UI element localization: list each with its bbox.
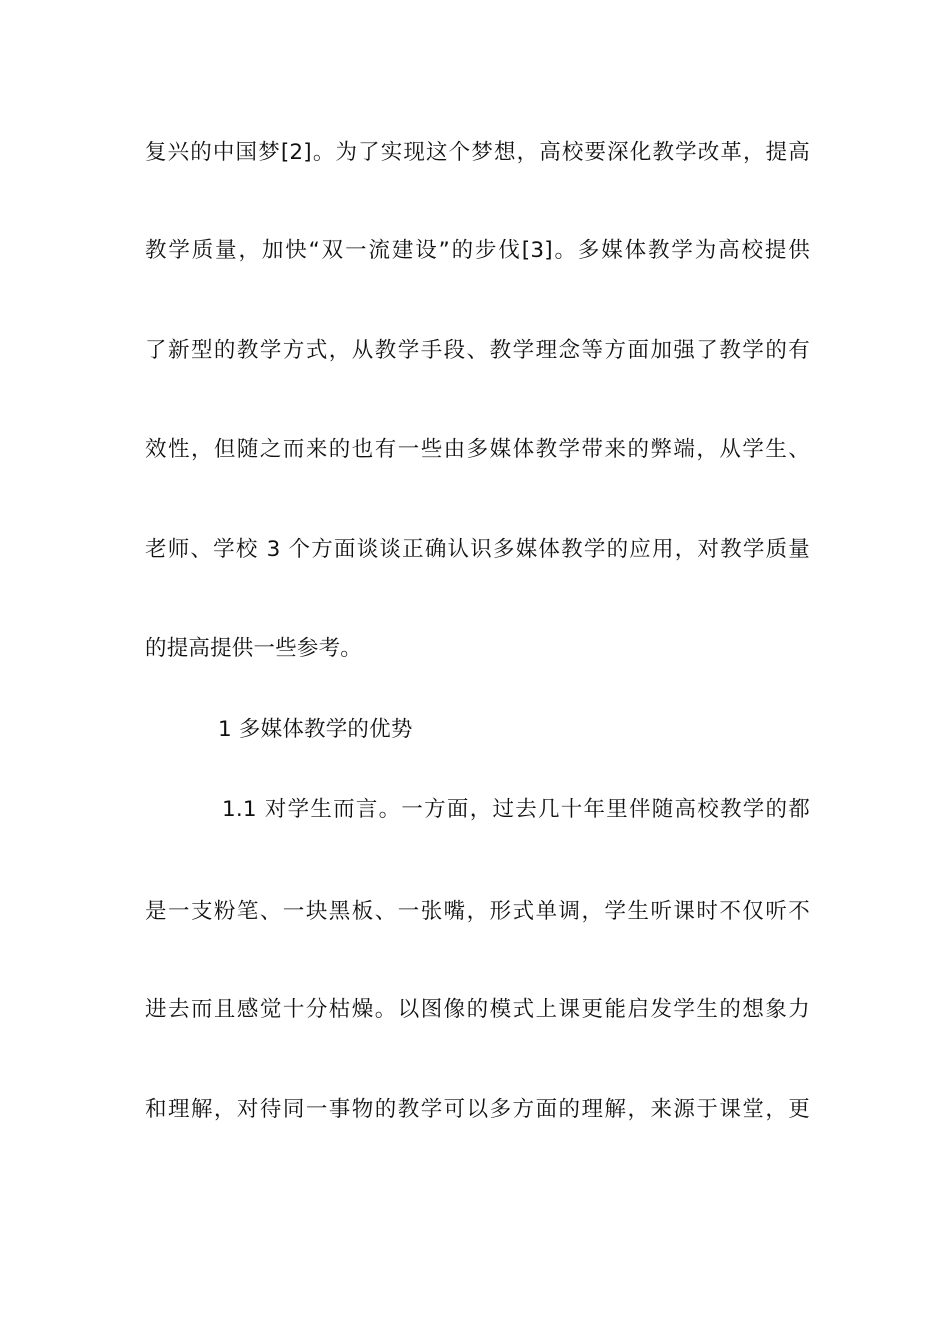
subsection-line-3: 进去而且感觉十分枯燥。以图像的模式上课更能启发学生的想象力 <box>145 997 810 1022</box>
subsection-line-1: 1.1 对学生而言。一方面，过去几十年里伴随高校教学的都 <box>222 797 810 822</box>
paragraph-line-1: 复兴的中国梦[2]。为了实现这个梦想，高校要深化教学改革，提高 <box>145 140 810 165</box>
subsection-line-2: 是一支粉笔、一块黑板、一张嘴，形式单调，学生听课时不仅听不 <box>145 899 810 924</box>
subsection-line-4: 和理解，对待同一事物的教学可以多方面的理解，来源于课堂，更 <box>145 1097 810 1122</box>
paragraph-line-4: 效性，但随之而来的也有一些由多媒体教学带来的弊端，从学生、 <box>145 437 810 462</box>
paragraph-line-6: 的提高提供一些参考。 <box>145 636 363 661</box>
paragraph-line-5: 老师、学校 3 个方面谈谈正确认识多媒体教学的应用，对教学质量 <box>145 537 810 562</box>
section-heading: 1 多媒体教学的优势 <box>218 717 413 742</box>
paragraph-line-3: 了新型的教学方式，从教学手段、教学理念等方面加强了教学的有 <box>145 338 810 363</box>
paragraph-line-2: 教学质量，加快“双一流建设”的步伐[3]。多媒体教学为高校提供 <box>145 238 810 263</box>
